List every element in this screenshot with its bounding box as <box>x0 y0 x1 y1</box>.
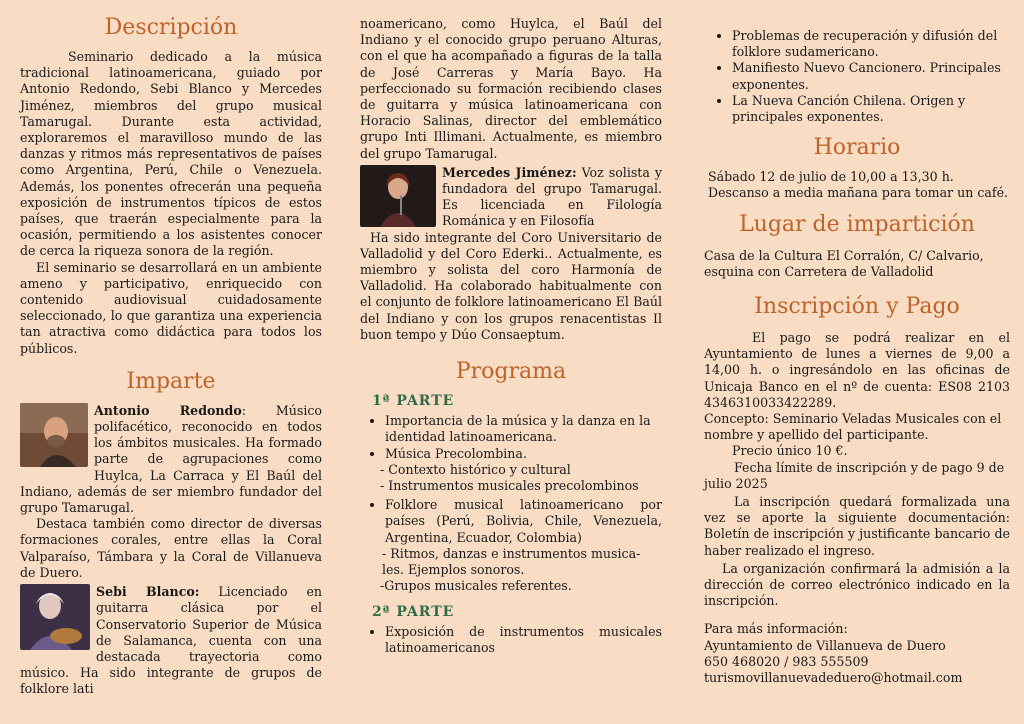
portrait-image <box>20 584 90 650</box>
mercedes-photo <box>360 165 436 227</box>
inscripcion-formalizada: La inscripción quedará formalizada una vez se aporte la siguiente documentación: Boletín de inscripción y justificante bancario de haber realizado el ingreso. <box>704 494 1010 558</box>
antonio-bio <box>20 403 322 516</box>
inscripcion-confirmacion: La organización confirmará la admisión a la dirección de correo electrónico indicado en la inscripción. <box>704 560 1010 609</box>
column-middle <box>360 16 662 656</box>
list-item: • Problemas de recuperación y difusión del folklore sudamericano. <box>732 28 1010 60</box>
programa-list <box>360 393 662 656</box>
antonio-photo <box>20 403 88 467</box>
antonio-text: : Músico polifacético, reconocido en todos los ámbitos musicales. Ha formado parte de agrupaciones como Huylca, La Carraca y El Baúl del Indiano, además de ser miembro fundador del grupo Tamarugal. <box>20 402 322 516</box>
info-organization: Ayuntamiento de Villanueva de Duero <box>704 637 946 653</box>
horario-text: Sábado 12 de julio de 10,00 a 13,30 h. Descanso a media mañana para tomar un café. <box>708 169 1009 201</box>
mercedes-bio <box>360 165 662 230</box>
info-email[interactable]: turismovillanuevadeduero@hotmail.com <box>704 670 963 686</box>
descripcion-heading: Descripción <box>104 15 238 40</box>
sub-item: - Ritmos, danzas e instrumentos musica-les. Ejemplos sonoros. <box>382 545 641 578</box>
antonio-text-2: Destaca también como director de diversas formaciones corales, entre ellas la Coral Valparaíso, Támbara y la Coral de Villanueva de Duero. <box>20 516 322 580</box>
sebi-bio <box>20 584 322 697</box>
parte-2-items-a <box>372 624 662 656</box>
mercedes-name: Mercedes Jiménez: <box>442 164 577 180</box>
sub-item: - Instrumentos musicales precolombinos <box>380 478 639 494</box>
info-label: Para más información: <box>704 621 848 637</box>
list-item: • Manifiesto Nuevo Cancionero. Principales exponentes. <box>732 60 1010 92</box>
parte-1-items <box>372 413 662 462</box>
sub-item: -Grupos musicales referentes. <box>380 578 572 594</box>
inscripcion-fecha: Fecha límite de inscripción y de pago 9 de julio 2025 <box>704 459 1005 491</box>
sebi-text-continued: noamericano, como Huylca, el Baúl del Indiano y el conocido grupo peruano Alturas, con el que ha acompañado a figuras de la talla de José Carreras y María Bayo. Ha perfeccionado su formación recibiendo clases de guitarra y música latinoamericana con Horacio Salinas, director del emblemático grupo Inti Illimani. Actualmente, es miembro del grupo Tamarugal. <box>360 16 662 161</box>
sebi-text: Licenciado en guitarra clásica por el Conservatorio Superior de Música de Salamanca, cuenta con una destacada trayectoria como músico. Ha sido integrante de grupos de folklore lati <box>20 584 323 697</box>
column-left <box>20 0 322 698</box>
sebi-photo <box>20 584 90 650</box>
mercedes-text: Voz solista y fundadora del grupo Tamarugal. Es licenciada en Filología Románica y en Filosofía <box>442 164 662 229</box>
list-item: • Importancia de la música y la danza en la identidad latinoamericana. <box>385 413 662 445</box>
list-item: • Folklore musical latinoamericano por países (Perú, Bolivia, Chile, Venezuela, Argentina, Ecuador, Colombia) <box>385 497 662 546</box>
parte-2-items-b <box>704 28 1010 125</box>
mercedes-text-2: Ha sido integrante del Coro Universitario de Valladolid y del Coro Ederki.. Actualmente, es miembro y solista del coro Harmonía de Valladolid. Ha colaborado habitualmente con el conjunto de folklore latinoamericano El Baúl del Indiano y con los grupos renacentistas Il buon tempo y Dúo Consaeptum. <box>360 229 662 342</box>
lugar-text: Casa de la Cultura El Corralón, C/ Calvario, esquina con Carretera de Valladolid <box>704 247 984 279</box>
imparte-heading: Imparte <box>126 368 216 394</box>
portrait-image <box>20 403 88 467</box>
list-item: • Exposición de instrumentos musicales latinoamericanos <box>385 624 662 656</box>
descripcion-paragraph-1: Seminario dedicado a la música tradicional latinoamericana, guiado por Antonio Redondo, Sebi Blanco y Mercedes Jiménez, miembros del grupo musical Tamarugal. Durante esta actividad, exploraremos el maravilloso mundo de las danzas y ritmos más representativos de países como Argentina, Perú, Chile o Venezuela. Además, los ponentes ofrecerán una pequeña exposición de instrumentos típicos de estos países, que traerán especialmente para la ocasión, permitiendo a los asistentes conocer de cerca la riqueza sonora de la región. <box>20 49 322 259</box>
portrait-image <box>360 165 436 227</box>
inscripcion-concepto: Concepto: Seminario Veladas Musicales con el nombre y apellido del participante. <box>704 411 1002 443</box>
descripcion-paragraph-2: El seminario se desarrollará en un ambiente ameno y participativo, enriquecido con contenido audiovisual cuidadosamente seleccionado, lo que garantiza una experiencia tan atractiva como didáctica para todos los públicos. <box>20 259 322 356</box>
horario-heading: Horario <box>813 135 901 161</box>
info-phone: 650 468020 / 983 555509 <box>704 653 869 669</box>
parte-1-items-b <box>372 497 662 546</box>
sub-item: - Contexto histórico y cultural <box>380 461 571 477</box>
sebi-name: Sebi Blanco: <box>96 584 200 600</box>
list-item: • Música Precolombina. <box>385 446 662 462</box>
inscripcion-payment: El pago se podrá realizar en el Ayuntamiento de lunes a viernes de 9,00 a 14,00 h. o ingresándolo en las oficinas de Unicaja Banco en el nº de cuenta: ES08 2103 4346310033422289. <box>704 330 1010 410</box>
inscripcion-heading: Inscripción y Pago <box>754 294 960 320</box>
lugar-heading: Lugar de impartición <box>739 211 975 237</box>
parte-1-heading: 1ª PARTE <box>372 393 455 410</box>
antonio-name: Antonio Redondo <box>94 402 242 418</box>
programa-heading: Programa <box>455 359 567 385</box>
parte-2-heading: 2ª PARTE <box>372 603 455 620</box>
list-item: • La Nueva Canción Chilena. Origen y principales exponentes. <box>732 93 1010 125</box>
inscripcion-precio: Precio único 10 €. <box>732 443 848 459</box>
column-right <box>704 28 1010 686</box>
